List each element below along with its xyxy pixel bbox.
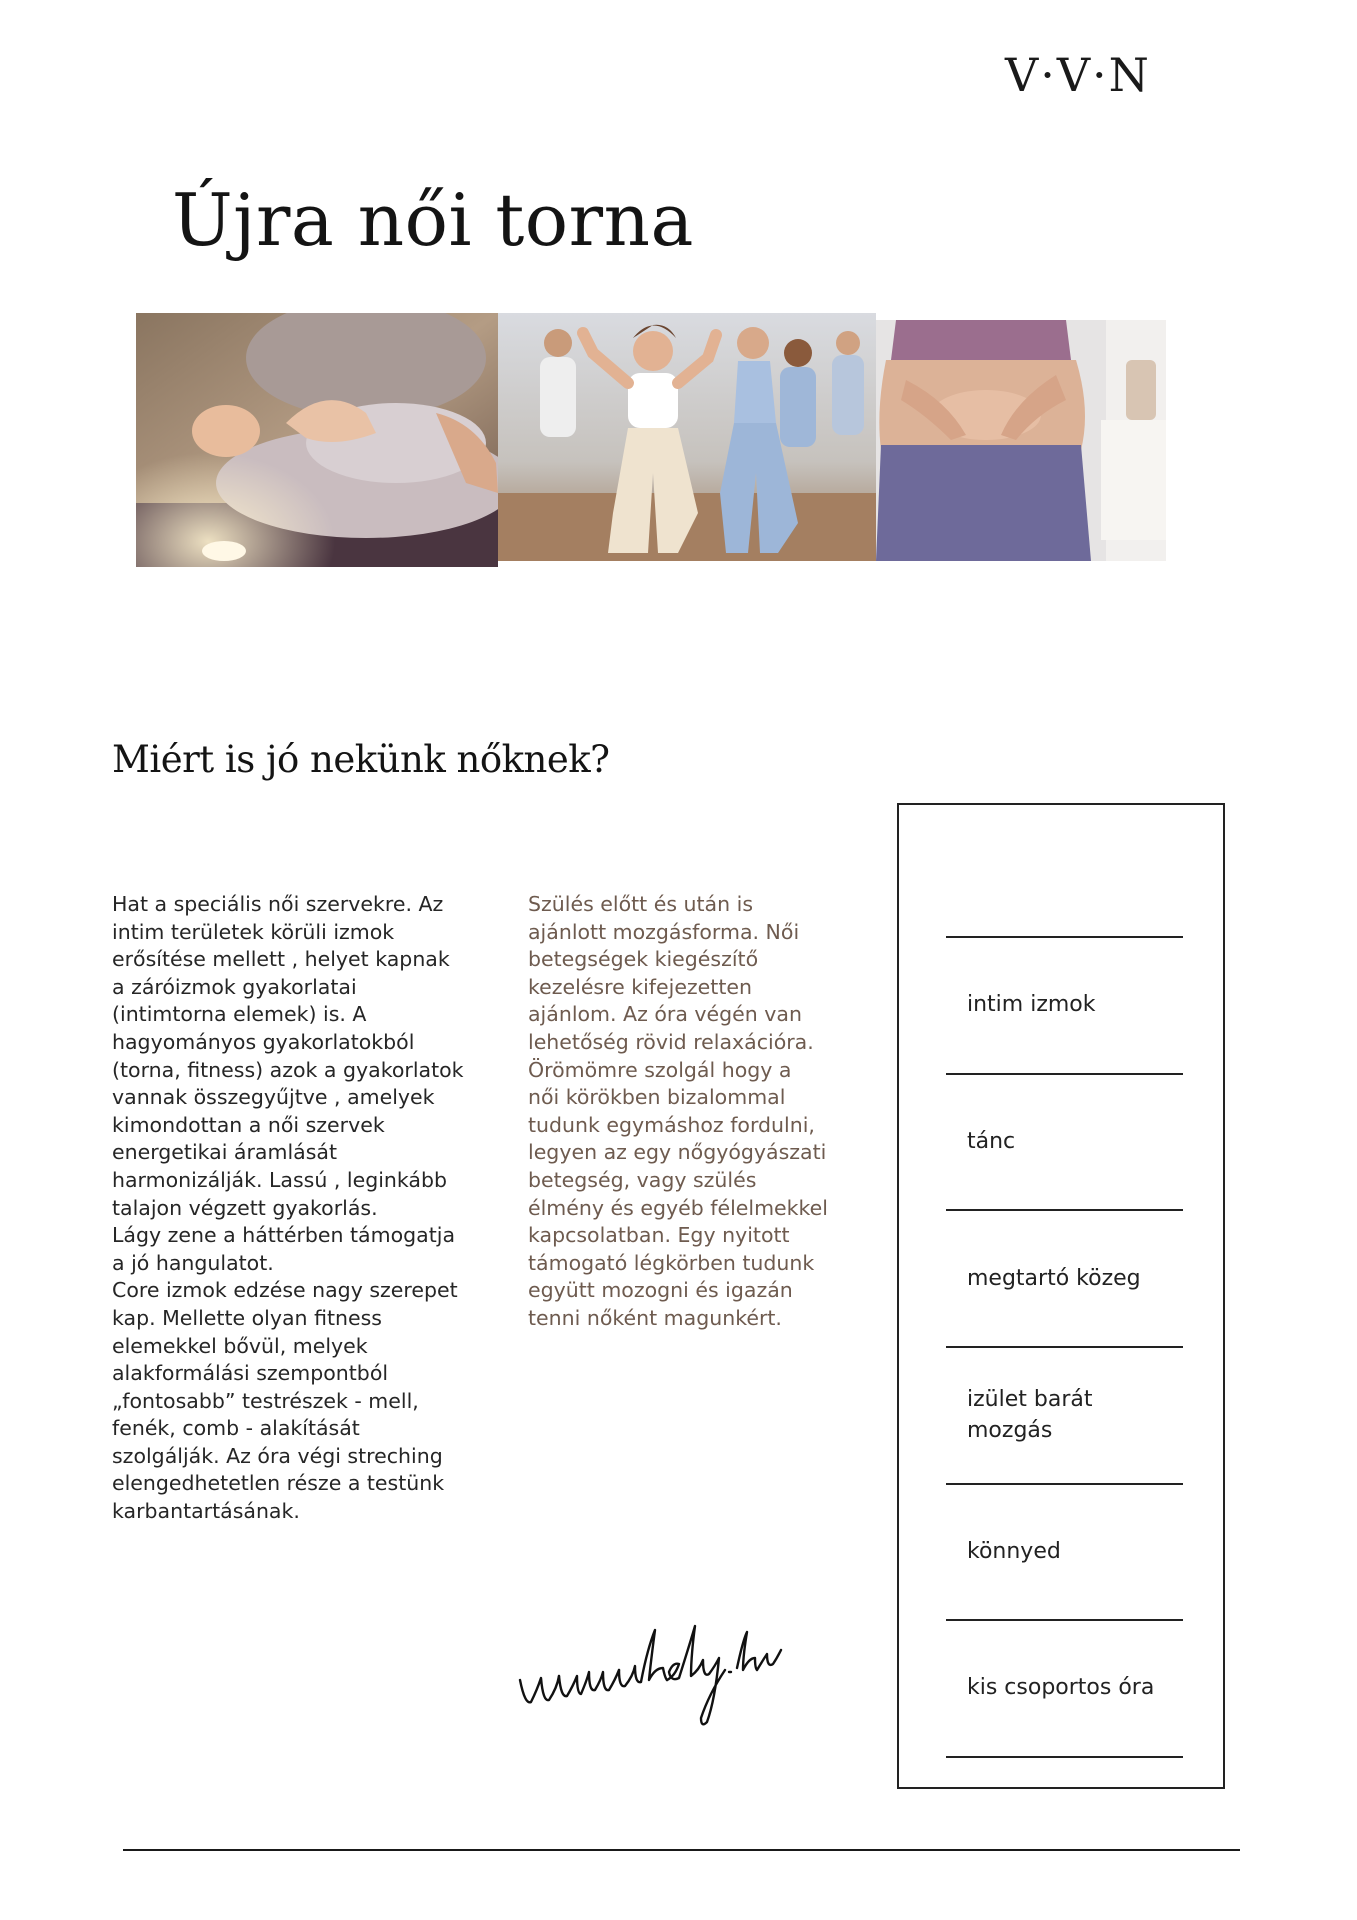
belly-photo — [876, 320, 1166, 561]
divider — [946, 936, 1183, 938]
dance-class-photo — [498, 313, 876, 561]
feature-item: intim izmok — [967, 992, 1096, 1017]
divider — [946, 1619, 1183, 1621]
signature — [515, 1610, 785, 1740]
left-text-column: Hat a speciális női szervekre. Az intim területek körüli izmok erősítése mellett , helyet kapnak a záróizmok gyakorlatai (intimtorna elemek) is. A hagyományos gyakorlatokból (torna, fitness) azok a gyakorlatok vannak összegyűjtve , amelyek kimondottan a női szervek energetikai áramlását harmonizálják. Lassú , leginkább talajon végzett gyakorlás. Lágy zene a háttérben támogatja a jó hangulatot. Core izmok edzése nagy szerepet kap. Mellette olyan fitness elemekkel bővül, melyek alakformálási szempontból „fontosabb” testrészek - mell, fenék, comb - alakítását szolgálják. Az óra végi streching elengedhetetlen része a testünk karbantartásának. — [112, 892, 464, 1524]
features-box — [897, 803, 1225, 1789]
brand-logo: V·V·N — [1005, 48, 1151, 102]
signature-text — [785, 1610, 786, 1611]
feature-item: könnyed — [967, 1539, 1061, 1564]
feature-item: kis csoportos óra — [967, 1675, 1155, 1700]
section-heading: Miért is jó nekünk nőknek? — [112, 738, 610, 781]
divider — [946, 1346, 1183, 1348]
right-text-column: Szülés előtt és után is ajánlott mozgásforma. Női betegségek kiegészítő kezelésre kifejezetten ajánlom. Az óra végén van lehetőség rövid relaxációra. Örömömre szolgál hogy a női körökben bizalommal tudunk egymáshoz fordulni, legyen az egy nőgyógyászati betegség, vagy szülés élmény és egyéb félelmekkel kapcsolatban. Egy nyitott támogató légkörben tudunk együtt mozogni és igazán tenni nőként magunkért. — [528, 892, 828, 1330]
feature-item: tánc — [967, 1129, 1016, 1154]
page-title: Újra női torna — [172, 178, 694, 262]
divider — [946, 1209, 1183, 1211]
feature-item: megtartó közeg — [967, 1266, 1141, 1291]
meditation-photo — [136, 313, 498, 567]
divider — [946, 1483, 1183, 1485]
divider — [946, 1073, 1183, 1075]
footer-divider — [123, 1849, 1240, 1851]
feature-item: izület barát mozgás — [967, 1387, 1093, 1443]
divider — [946, 1756, 1183, 1758]
